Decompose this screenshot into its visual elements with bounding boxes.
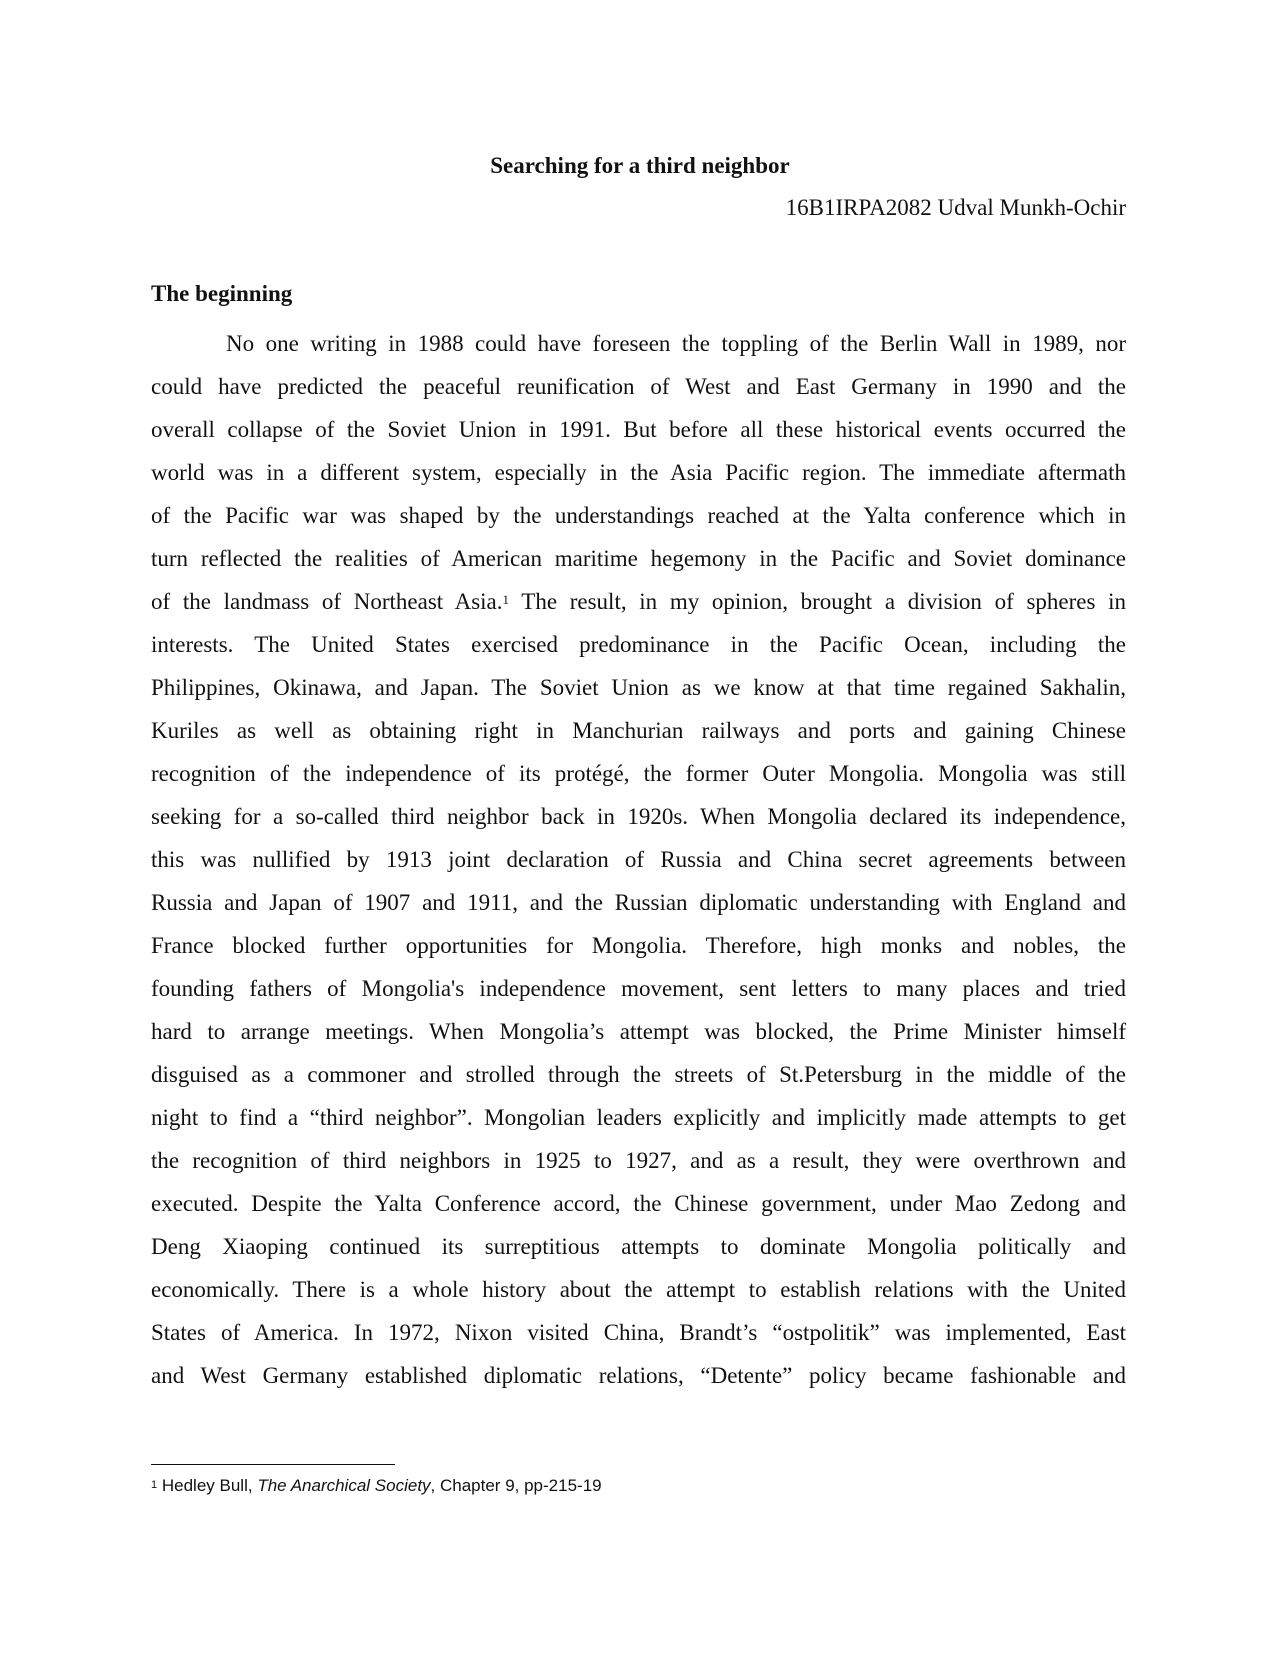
author-line: 16B1IRPA2082 Udval Munkh-Ochir — [785, 195, 1126, 220]
paragraph-line: disguised as a commoner and strolled through the streets of St.Petersburg in the middle of the — [151, 1062, 1126, 1087]
paragraph-line: economically. There is a whole history about the attempt to establish relations with the United — [151, 1277, 1126, 1302]
paragraph-line: of the Pacific war was shaped by the understandings reached at the Yalta conference which in — [151, 503, 1126, 528]
paragraph-line: Deng Xiaoping continued its surreptitious attempts to dominate Mongolia politically and — [151, 1234, 1126, 1259]
paragraph-line: interests. The United States exercised predominance in the Pacific Ocean, including the — [151, 632, 1126, 657]
paragraph-line: the recognition of third neighbors in 1925 to 1927, and as a result, they were overthrown and — [151, 1148, 1126, 1173]
paragraph-line: this was nullified by 1913 joint declaration of Russia and China secret agreements between — [151, 847, 1126, 872]
paragraph-line-start: of the landmass of Northeast Asia. — [151, 589, 503, 614]
paragraph-line: world was in a different system, especially in the Asia Pacific region. The immediate aftermath — [151, 460, 1126, 485]
footnote — [151, 1474, 602, 1498]
document-title: Searching for a third neighbor — [490, 153, 790, 178]
paragraph-line-with-footnote — [151, 580, 1126, 623]
paragraph-line-end: The result, in my opinion, brought a division of spheres in — [521, 589, 1126, 614]
paragraph-line: founding fathers of Mongolia's independence movement, sent letters to many places and tried — [151, 976, 1126, 1001]
paragraph-line: Russia and Japan of 1907 and 1911, and the Russian diplomatic understanding with England and — [151, 890, 1126, 915]
paragraph-line: turn reflected the realities of American maritime hegemony in the Pacific and Soviet dominance — [151, 546, 1126, 571]
paragraph-line: France blocked further opportunities for Mongolia. Therefore, high monks and nobles, the — [151, 933, 1126, 958]
paragraph-line: could have predicted the peaceful reunification of West and East Germany in 1990 and the — [151, 374, 1126, 399]
footnote-work-title: The Anarchical Society — [257, 1476, 431, 1495]
footnote-reference: 1 — [502, 592, 510, 607]
paragraph-line: hard to arrange meetings. When Mongolia’s attempt was blocked, the Prime Minister himself — [151, 1019, 1126, 1044]
section-heading: The beginning — [151, 281, 293, 306]
paragraph-line: night to find a “third neighbor”. Mongolian leaders explicitly and implicitly made attempts to get — [151, 1105, 1126, 1130]
footnote-separator — [151, 1464, 395, 1465]
paragraph-line: No one writing in 1988 could have foreseen the toppling of the Berlin Wall in 1989, nor — [226, 331, 1126, 356]
footnote-number: 1 — [151, 1479, 158, 1491]
footnote-author: Hedley Bull, — [161, 1476, 253, 1495]
paragraph-line: Philippines, Okinawa, and Japan. The Soviet Union as we know at that time regained Sakhalin, — [151, 675, 1126, 700]
paragraph-line: recognition of the independence of its protégé, the former Outer Mongolia. Mongolia was still — [151, 761, 1126, 786]
paragraph-line: overall collapse of the Soviet Union in 1991. But before all these historical events occurred the — [151, 417, 1126, 442]
footnote-citation: , Chapter 9, pp-215-19 — [430, 1476, 602, 1495]
paragraph-line: executed. Despite the Yalta Conference accord, the Chinese government, under Mao Zedong and — [151, 1191, 1126, 1216]
paragraph-line: and West Germany established diplomatic relations, “Detente” policy became fashionable and — [151, 1363, 1126, 1388]
body-paragraph — [151, 322, 1126, 1397]
paragraph-line: States of America. In 1972, Nixon visited China, Brandt’s “ostpolitik” was implemented, East — [151, 1320, 1126, 1345]
paragraph-line: Kuriles as well as obtaining right in Manchurian railways and ports and gaining Chinese — [151, 718, 1126, 743]
paragraph-line: seeking for a so-called third neighbor back in 1920s. When Mongolia declared its independence, — [151, 804, 1126, 829]
